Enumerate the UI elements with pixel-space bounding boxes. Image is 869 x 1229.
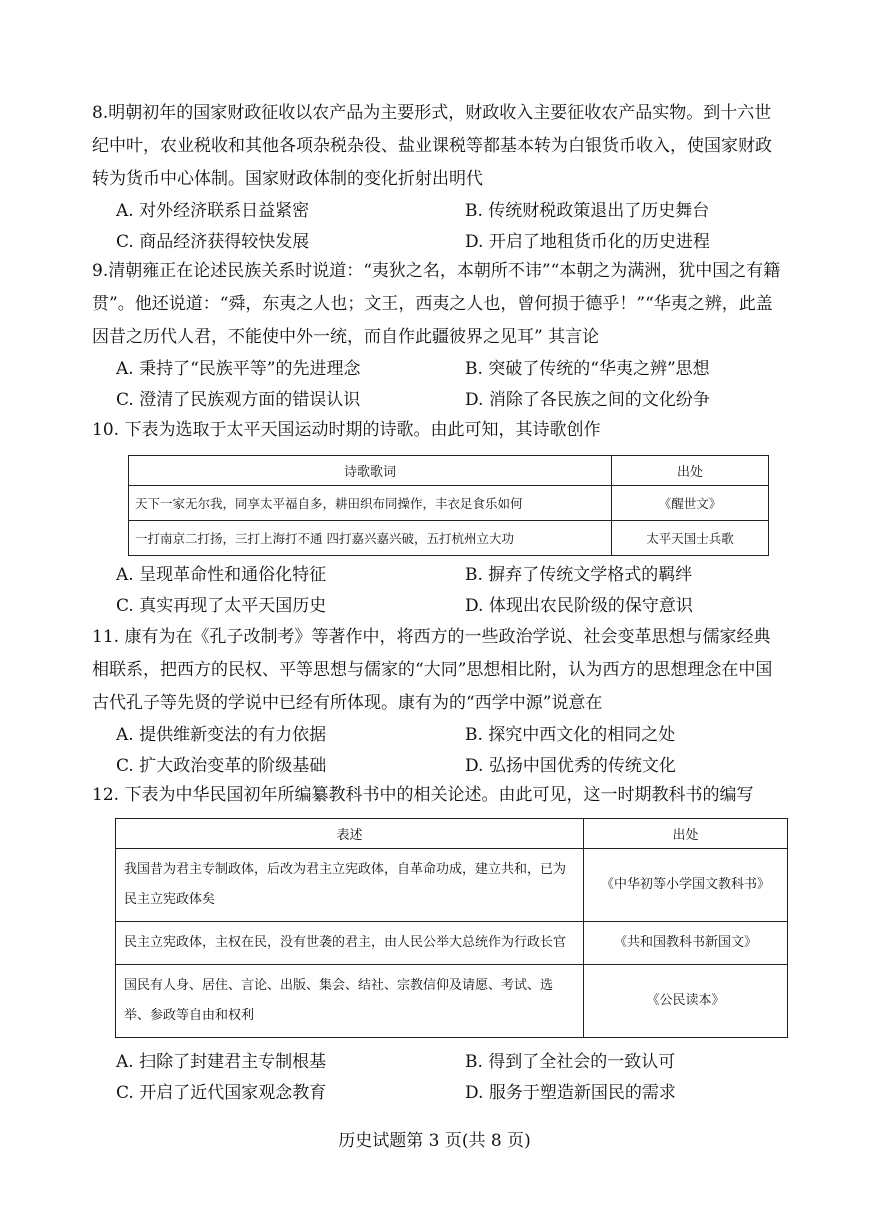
question-11-options-row-2 (92, 751, 782, 782)
question-12-options (92, 1047, 782, 1109)
option-d: D. 开启了地租货币化的历史进程 (465, 232, 710, 252)
page-footer: 历史试题第 3 页(共 8 页) (338, 1131, 531, 1151)
question-8 (92, 97, 782, 258)
poem-table (128, 455, 769, 556)
question-8-stem: 8.明朝初年的国家财政征收以农产品为主要形式，财政收入主要征收农产品实物。到十六世纪中叶，农业税收和其他各项杂税杂役、盐业课税等都基本转为白银货币收入，使国家财政转为货币中心体制。国家财政体制的变化折射出明代 (92, 103, 772, 189)
option-b: B. 传统财税政策退出了历史舞台 (465, 201, 710, 221)
option-a: A. 扫除了封建君主专制根基 (116, 1052, 327, 1072)
option-c: C. 澄清了民族观方面的错误认识 (116, 390, 361, 410)
table-cell-source: 《中华初等小学国文教科书》 (584, 849, 788, 922)
table-cell-source: 《醒世文》 (612, 486, 769, 521)
question-8-options-row-2 (92, 227, 782, 258)
table-row (116, 849, 788, 922)
option-b: B. 摒弃了传统文学格式的羁绊 (465, 565, 693, 585)
table-header-row (129, 456, 769, 486)
option-d: D. 服务于塑造新国民的需求 (465, 1083, 676, 1103)
question-8-options-row-1 (92, 196, 782, 227)
table-row (116, 965, 788, 1038)
table-row (129, 521, 769, 556)
question-11 (92, 621, 782, 782)
option-b: B. 探究中西文化的相同之处 (465, 725, 676, 745)
option-a: A. 对外经济联系日益紧密 (116, 201, 310, 221)
question-9-options-row-1 (92, 354, 782, 385)
textbook-table (115, 818, 788, 1038)
table-header-source: 出处 (612, 456, 769, 486)
option-c: C. 扩大政治变革的阶级基础 (116, 756, 327, 776)
table-cell-statement: 国民有人身、居住、言论、出版、集会、结社、宗教信仰及请愿、考试、选举、参政等自由和权利 (116, 965, 584, 1038)
table-header-source: 出处 (584, 819, 788, 849)
table-row (116, 922, 788, 965)
question-10 (92, 414, 782, 447)
table-header-statement: 表述 (116, 819, 584, 849)
question-9-options-row-2 (92, 385, 782, 416)
question-9-stem: 9.清朝雍正在论述民族关系时说道：“夷狄之名，本朝所不讳”“本朝之为满洲，犹中国之有籍贯”。他还说道：“舜，东夷之人也；文王，西夷之人也，曾何损于德乎！”“华夷之辨，此盖因昔之历代人君，不能使中外一统，而自作此疆彼界之见耳” 其言论 (92, 261, 781, 347)
option-b: B. 突破了传统的“华夷之辨”思想 (465, 359, 710, 379)
table-header-lyrics: 诗歌歌词 (129, 456, 612, 486)
option-c: C. 商品经济获得较快发展 (116, 232, 310, 252)
option-c: C. 开启了近代国家观念教育 (116, 1083, 327, 1103)
table-cell-source: 《共和国教科书新国文》 (584, 922, 788, 965)
question-12-options-row-2 (92, 1078, 782, 1109)
table-cell-statement: 我国昔为君主专制政体，后改为君主立宪政体，自革命功成，建立共和，已为民主立宪政体矣 (116, 849, 584, 922)
question-11-options-row-1 (92, 720, 782, 751)
question-12-stem: 12. 下表为中华民国初年所编纂教科书中的相关论述。由此可见，这一时期教科书的编写 (92, 785, 754, 805)
option-a: A. 提供维新变法的有力依据 (116, 725, 327, 745)
option-c: C. 真实再现了太平天国历史 (116, 596, 327, 616)
option-d: D. 消除了各民族之间的文化纷争 (465, 390, 710, 410)
table-row (129, 486, 769, 521)
option-d: D. 弘扬中国优秀的传统文化 (465, 756, 676, 776)
table-cell-statement: 民主立宪政体，主权在民，没有世袭的君主，由人民公举大总统作为行政长官 (116, 922, 584, 965)
option-a: A. 秉持了“民族平等”的先进理念 (116, 359, 361, 379)
table-cell-source: 《公民读本》 (584, 965, 788, 1038)
question-10-options (92, 560, 782, 622)
option-d: D. 体现出农民阶级的保守意识 (465, 596, 693, 616)
question-12 (92, 779, 782, 812)
table-header-row (116, 819, 788, 849)
question-10-options-row-2 (92, 591, 782, 622)
table-cell-source: 太平天国士兵歌 (612, 521, 769, 556)
table-cell-lyrics: 天下一家无尔我，同享太平福自多，耕田织布同操作，丰衣足食乐如何 (129, 486, 612, 521)
question-12-options-row-1 (92, 1047, 782, 1078)
question-9 (92, 255, 782, 416)
table-cell-lyrics: 一打南京二打扬，三打上海打不通 四打嘉兴嘉兴破，五打杭州立大功 (129, 521, 612, 556)
question-10-options-row-1 (92, 560, 782, 591)
question-11-stem: 11. 康有为在《孔子改制考》等著作中，将西方的一些政治学说、社会变革思想与儒家经典相联系，把西方的民权、平等思想与儒家的“大同”思想相比附，认为西方的思想理念在中国古代孔子等先贤的学说中已经有所体现。康有为的“西学中源”说意在 (92, 627, 773, 713)
option-b: B. 得到了全社会的一致认可 (465, 1052, 676, 1072)
option-a: A. 呈现革命性和通俗化特征 (116, 565, 327, 585)
question-10-stem: 10. 下表为选取于太平天国运动时期的诗歌。由此可知，其诗歌创作 (92, 420, 601, 440)
